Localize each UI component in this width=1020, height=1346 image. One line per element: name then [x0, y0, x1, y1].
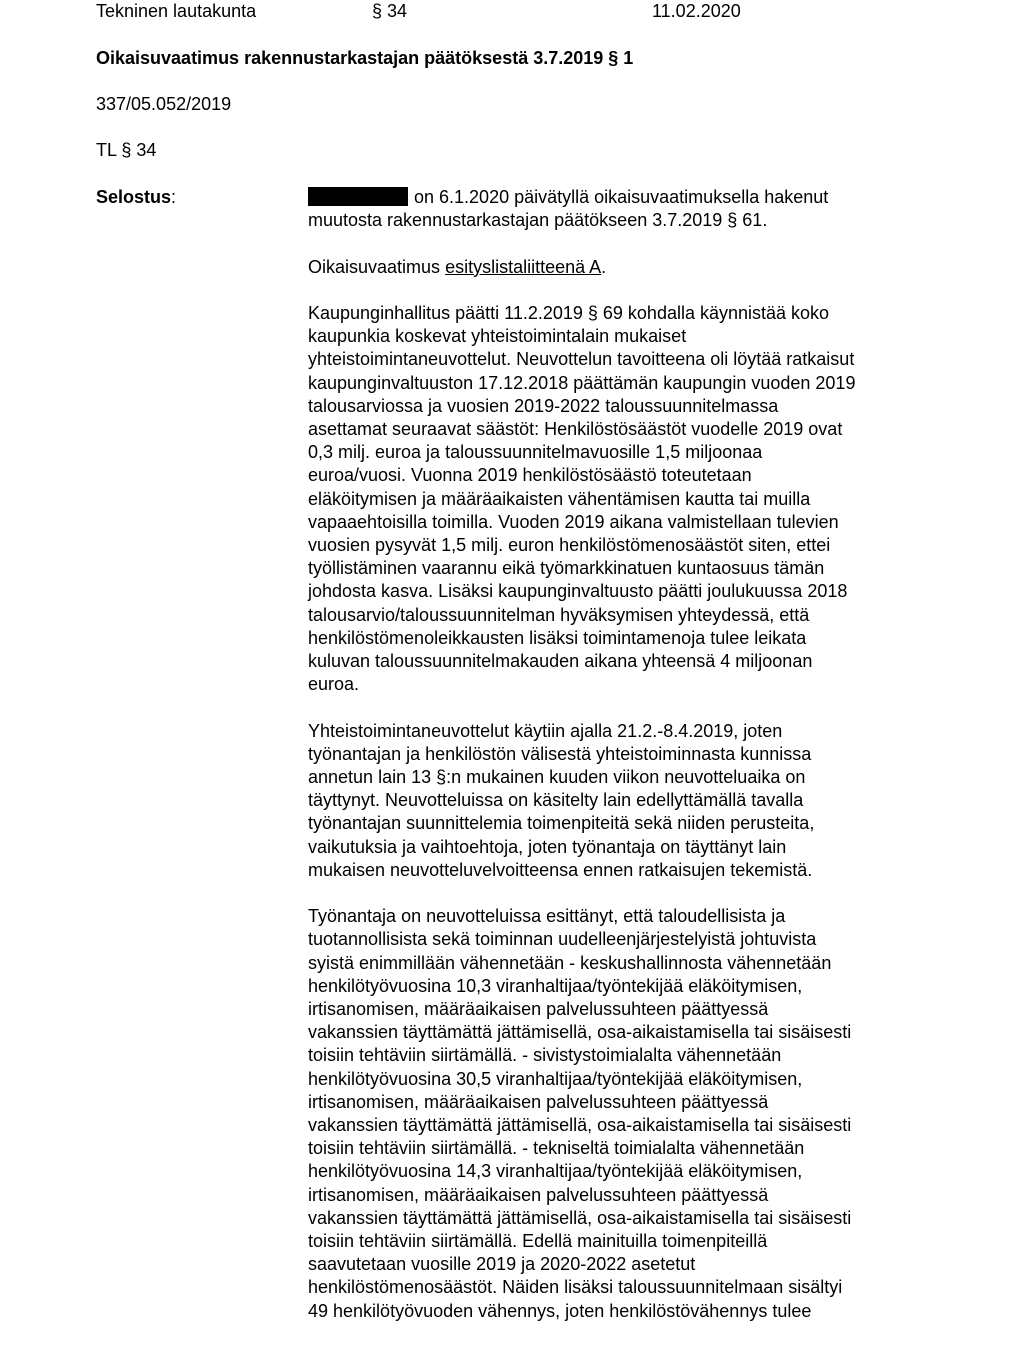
- selostus-label-colon: :: [171, 187, 177, 207]
- paragraph-line: toisiin tehtäviin siirtämällä. - sivistystoimialalta vähennetään: [308, 1045, 782, 1066]
- paragraph-line: vuosien pysyvät 1,5 milj. euron henkilöstömenosäästöt siten, ettei: [308, 535, 831, 556]
- paragraph-line: vapaaehtoisilla toimilla. Vuoden 2019 aikana valmistellaan tulevien: [308, 511, 839, 532]
- paragraph-line: talousarviossa ja vuosien 2019-2022 taloussuunnitelmassa: [308, 395, 779, 416]
- paragraph-line: [308, 256, 928, 279]
- paragraph-line: toisiin tehtäviin siirtämällä. Edellä mainituilla toimenpiteillä: [308, 1231, 768, 1252]
- paragraph-1: [308, 186, 928, 232]
- paragraph-line: Yhteistoimintaneuvottelut käytiin ajalla 21.2.-8.4.2019, joten: [308, 720, 783, 741]
- selostus-label: [96, 186, 176, 209]
- paragraph-line: eläköitymisen ja määräaikaisten vähentämisen kautta tai muilla: [308, 488, 811, 509]
- paragraph-4: [308, 720, 928, 882]
- header-date: 11.02.2020: [652, 1, 741, 21]
- paragraph-line: täyttynyt. Neuvotteluissa on käsitelty lain edellyttämällä tavalla: [308, 790, 804, 811]
- paragraph-line: yhteistoimintaneuvottelut. Neuvottelun tavoitteena oli löytää ratkaisut: [308, 349, 855, 370]
- section-reference: TL § 34: [96, 140, 157, 160]
- paragraph-line: kaupunginvaltuuston 17.12.2018 päättämän kaupungin vuoden 2019: [308, 372, 856, 393]
- paragraph-line: 0,3 milj. euroa ja taloussuunnitelmavuosille 1,5 miljoonaa: [308, 442, 763, 463]
- attachment-link[interactable]: esityslistaliitteenä A: [445, 256, 602, 277]
- paragraph-line: henkilötyövuosina 10,3 viranhaltijaa/työntekijää eläköitymisen,: [308, 975, 803, 996]
- paragraph-line: saavutetaan vuosille 2019 ja 2020-2022 asetetut: [308, 1254, 696, 1275]
- paragraph-line: henkilöstömenoleikkausten lisäksi toimintamenoja tulee leikata: [308, 627, 807, 648]
- paragraph-line: annetun lain 13 §:n mukainen kuuden viikon neuvotteluaika on: [308, 767, 806, 788]
- selostus-body: [308, 186, 928, 1346]
- paragraph-line: vakanssien täyttämättä jättämisellä, osa-aikaistamisella tai sisäisesti: [308, 1207, 852, 1228]
- paragraph-5: [308, 905, 928, 1323]
- paragraph-line: irtisanomisen, määräaikaisen palvelussuhteen päättyessä: [308, 1091, 769, 1112]
- paragraph-line: [308, 186, 928, 209]
- paragraph-line: toisiin tehtäviin siirtämällä. - tekniseltä toimialalta vähennetään: [308, 1138, 805, 1159]
- paragraph-line: syistä enimmillään vähennetään - keskushallinnosta vähennetään: [308, 952, 832, 973]
- paragraph-line: henkilötyövuosina 30,5 viranhaltijaa/työntekijää eläköitymisen,: [308, 1068, 803, 1089]
- paragraph-line: asettamat seuraavat säästöt: Henkilöstösäästöt vuodelle 2019 ovat: [308, 419, 843, 439]
- redacted-name-block: [308, 187, 408, 206]
- paragraph-3: [308, 302, 928, 696]
- attachment-prefix: Oikaisuvaatimus: [308, 256, 446, 277]
- paragraph-2: [308, 256, 928, 279]
- paragraph-line: Työnantaja on neuvotteluissa esittänyt, että taloudellisista ja: [308, 906, 786, 927]
- diary-number: 337/05.052/2019: [96, 94, 232, 114]
- paragraph-line: henkilöstömenosäästöt. Näiden lisäksi taloussuunnitelmaan sisältyi: [308, 1277, 843, 1298]
- paragraph-line: talousarvio/taloussuunnitelman hyväksymisen yhteydessä, että: [308, 604, 810, 625]
- paragraph-line: Kaupunginhallitus päätti 11.2.2019 § 69 kohdalla käynnistää koko: [308, 302, 830, 323]
- paragraph-line: tuotannollisista sekä toiminnan uudelleenjärjestelyistä johtuvista: [308, 929, 817, 950]
- paragraph-line: irtisanomisen, määräaikaisen palvelussuhteen päättyessä: [308, 1184, 769, 1205]
- selostus-label-text: Selostus: [96, 187, 172, 207]
- attachment-suffix: .: [601, 256, 607, 277]
- paragraph-line: euroa/vuosi. Vuonna 2019 henkilöstösäästö toteutetaan: [308, 465, 752, 486]
- paragraph-line: kaupunkia koskevat yhteistoimintalain mukaiset: [308, 326, 687, 347]
- document-title: Oikaisuvaatimus rakennustarkastajan päätöksestä 3.7.2019 § 1: [96, 48, 634, 68]
- paragraph-line: euroa.: [308, 674, 360, 695]
- paragraph-line: mukaisen neuvotteluvelvoitteensa ennen ratkaisujen tekemistä.: [308, 859, 813, 880]
- header-committee: Tekninen lautakunta: [96, 1, 257, 21]
- paragraph-line: vaikutuksia ja vaihtoehtoja, joten työnantaja on täyttänyt lain: [308, 836, 787, 857]
- paragraph-line: irtisanomisen, määräaikaisen palvelussuhteen päättyessä: [308, 999, 769, 1020]
- paragraph-line: vakanssien täyttämättä jättämisellä, osa-aikaistamisella tai sisäisesti: [308, 1115, 852, 1136]
- paragraph-line: muutosta rakennustarkastajan päätökseen 3.7.2019 § 61.: [308, 210, 768, 231]
- paragraph-line: henkilötyövuosina 14,3 viranhaltijaa/työntekijää eläköitymisen,: [308, 1161, 803, 1182]
- paragraph-line-text: on 6.1.2020 päivätyllä oikaisuvaatimuksella hakenut: [414, 187, 829, 207]
- paragraph-line: työnantajan ja henkilöstön välisestä yhteistoiminnasta kunnissa: [308, 743, 812, 764]
- paragraph-line: työnantajan suunnittelemia toimenpiteitä sekä niiden perusteita,: [308, 813, 815, 834]
- paragraph-line: johdosta kasva. Lisäksi kaupunginvaltuusto päätti joulukuussa 2018: [308, 581, 848, 602]
- paragraph-line: vakanssien täyttämättä jättämisellä, osa-aikaistamisella tai sisäisesti: [308, 1022, 852, 1043]
- paragraph-line: työllistäminen vaarannu eikä työmarkkinatuen kuntaosuus tämän: [308, 558, 825, 579]
- paragraph-line: 49 henkilötyövuoden vähennys, joten henkilöstövähennys tulee: [308, 1300, 812, 1321]
- header-section-number: § 34: [372, 1, 408, 21]
- paragraph-line: kuluvan taloussuunnitelmakauden aikana yhteensä 4 miljoonan: [308, 651, 813, 672]
